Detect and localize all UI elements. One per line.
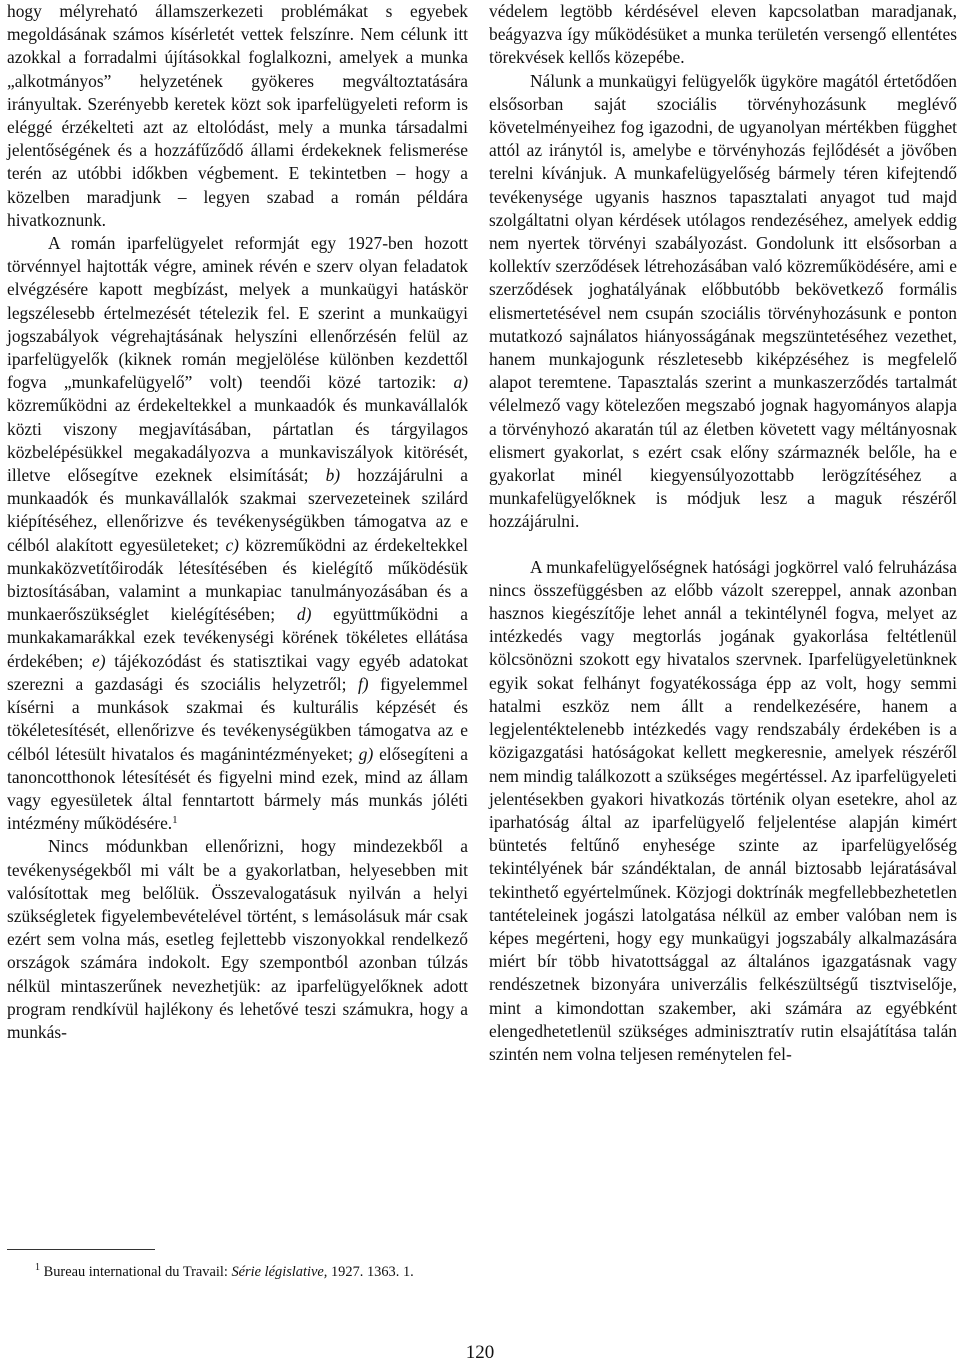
left-paragraph-3: Nincs módunkban ellenőrizni, hogy mindezekből a tevékenységekből mi vált be a gyakorlatban, helyesebben mit valósítottak meg belőlük. Összevalogatásuk nyilván a helyi szükségletek figyelembevételével történt, s lemásolásuk már csak ezért sem volna más, esetleg fejlettebb viszonyokkal rendelkező országok számára indokolt. Egy szempontból azonban túlzás nélkül mintaszerűnek nevezhetjük: az iparfelügyelőknek adott program rendkívül hajlékony és lehetővé teszi számukra, hogy a munkás- — [7, 836, 468, 1042]
left-paragraph-1: hogy mélyreható államszerkezeti problémákat s egyebek megoldásának számos kísérletét vettek felszínre. Nem célunk itt azokkal a forradalmi újításokkal foglalkozni, amelyek a munka „alkotmányos” helyzetének gyökeres megváltoztatására irányultak. Szerényebb keretek közt sok iparfelügyeleti reform is eléggé érzékelteti azt az eltolódást, mely a munka társadalmi jelentőségének és a hozzáfűződő állami érdekeknek felismerése terén az utóbbi időkben végbement. E tekintetben – hogy a közelben maradjunk – legyen szabad a román példára hivatkoznunk. — [7, 1, 468, 230]
footnote-divider — [7, 1249, 155, 1250]
left-column — [7, 0, 468, 1044]
right-paragraph-1: védelem legtöbb kérdésével eleven kapcsolatban maradjanak, beágyazva így működésüket a munka területén versengő ellentétes törekvések kellős közepébe. — [489, 1, 957, 68]
right-paragraph-2: Nálunk a munkaügyi felügyelők ügyköre magától értetődően elsősorban saját szociális törvényhozásunk meglévő követelményeihez fog igazodni, de ugyanolyan mértékben függhet attól az iránytól is, amelybe e törvényhozás fejlődését a jövőben terelni kívánjuk. A munkafelügyelőség bármely téren kifejtendő tevékenysége ugyanis hasznos tapasztalati anyagot tud majd szolgáltatni olyan kérdések utólagos rendezéséhez, amelyek eddig nem nyertek törvényi szabályozást. Gondolunk itt elsősorban a kollektív szerződések létrehozásában való közreműködésére, ami e szerződések joghatályának előbbutóbb bekövetkező formális elismertetésével nem csupán szociális törvényhozásunk e ponton mutatkozó sajnálatos hiányosságának megszüntetéséhez vezethet, hanem munkajogunk részletesebb kiképzéséhez is megfelelő alapot teremtene. Tapasztalás szerint a munkaszerződés tartalmát vélelmező vagy kötelezően megszabó jognak hagyományos alapja a törvényhozó akaratán túl az életben követett vagy méltányosnak elismert gyakorlat, s ezért csak előny származnék belőle, ha e gyakorlat minél kiegyensúlyozottabb lerögzítéséhez a munkafelügyelőknek is módjuk lesz a maguk részéről hozzájárulni. — [489, 70, 957, 532]
footnote-reference: 1 — [172, 814, 178, 827]
right-paragraph-3: A munkafelügyelőségnek hatósági jogkörrel való felruházása nincs összefüggésben az előbb vázolt szereppel, annak azonban hasznos kiegészítője lehet annál a tekintélynél fogva, melyet az intézkedés vagy megtorlás jogának gyakorlása feltétlenül kölcsönözni szokott egy hivatalos szervnek. Iparfelügyeletünknek egyik sokat felhányt fogyatékossága épp az volt, hogy semmi hatalmi eszköz nem állt a rendelkezésére, hanem a legjelentéktelenebb intézkedés vagy rendszabály érdekében is a közigazgatási hatóságokat kellett megkeresnie, amelyek részéről nem mindig találkozott a szükséges megértéssel. Az iparfelügyeleti jelentésekben gyakori hivatkozás történik olyan esetekre, ahol az iparhatóság által az iparfelügyelő feljelentése alapján kimért büntetés feltűnő enyhesége szinte az iparfelügyelőség tekintélyének bár szándéktalan, de annál biztosabb lejáratásával tekinthető egyértelműnek. Közjogi doktrínák megfellebbezhetetlen tantételeinek jogászi latolgatása nélkül az ember valóban nem is képes megérteni, hogy egy munkaügyi jogszabály alkalmazására miért bír több hivatottsággal az általános igazgatásnak vagy rendészetnek bizonyára univerzális felkészültségű tisztviselője, mint a kimondottan szakember, aki számára az egyébként elengedhetetlenül szükséges adminisztratív rutin elsajátítása talán szintén nem volna teljesen reménytelen fel- — [489, 556, 957, 1064]
left-paragraph-2: A román iparfelügyelet reformját egy 1927-ben hozott törvénnyel hajtották végre, aminek révén e szerv olyan feladatok elvégzésére kapott megbízást, melyek a munkaügyi hatáskör legszélesebb értelmezését tételezik fel. E szerint a munkaügyi jogszabályok végrehajtásának helyszíni ellenőrzésén felül az iparfelügyelők (kiknek román megjelölése különben kezdettől fogva „munkafelügyelő” volt) teendői közé tartozik: a) közreműködni az érdekeltekkel a munkaadók és munkavállalók közti viszony megjavításában, pártatlan és tárgyilagos közbelépésükkel megakadályozva a munkaviszályok kitörését, illetve elősegítve ezeknek elsimítását; b) hozzájárulni a munkaadók és munkavállalók szakmai szervezeteinek szilárd kiépítéséhez, ellenőrizve és tevékenységükben támogatva az e célból alakított egyesületeket; c) közreműködni az érdekeltekkel munkaközvetítőirodák létesítésében és kielégítő működésük biztosításában, valamint a munkapiac tanulmányozásában és a munkaerőszükséglet kielégítésében; d) együttműködni a munkakamarákkal ezek tevékenységi körének tökéletes ellátása érdekében; e) tájékozódást és statisztikai vagy egyéb adatokat szerezni a gazdasági és szociális helyzetről; f) figyelemmel kísérni a munkások szakmai és kulturális képzését és tökéletesítését, ellenőrizve és tevékenységükben támogatva az e célból létesült hivatalos és magánintézményeket; g) elősegíteni a tanoncotthonok létesítését és figyelni mind ezek, mind az állam vagy egyesületek által fenntartott bármely más munkás jóléti intézmény működésére.$^1$ — [7, 233, 469, 834]
footnote: $^1$ Bureau international du Travail: Série législative, 1927. 1363. 1. — [35, 1262, 414, 1280]
page-number: 120 — [465, 1342, 495, 1363]
right-column — [489, 0, 957, 1066]
footnote-number: 1 — [35, 1262, 40, 1273]
